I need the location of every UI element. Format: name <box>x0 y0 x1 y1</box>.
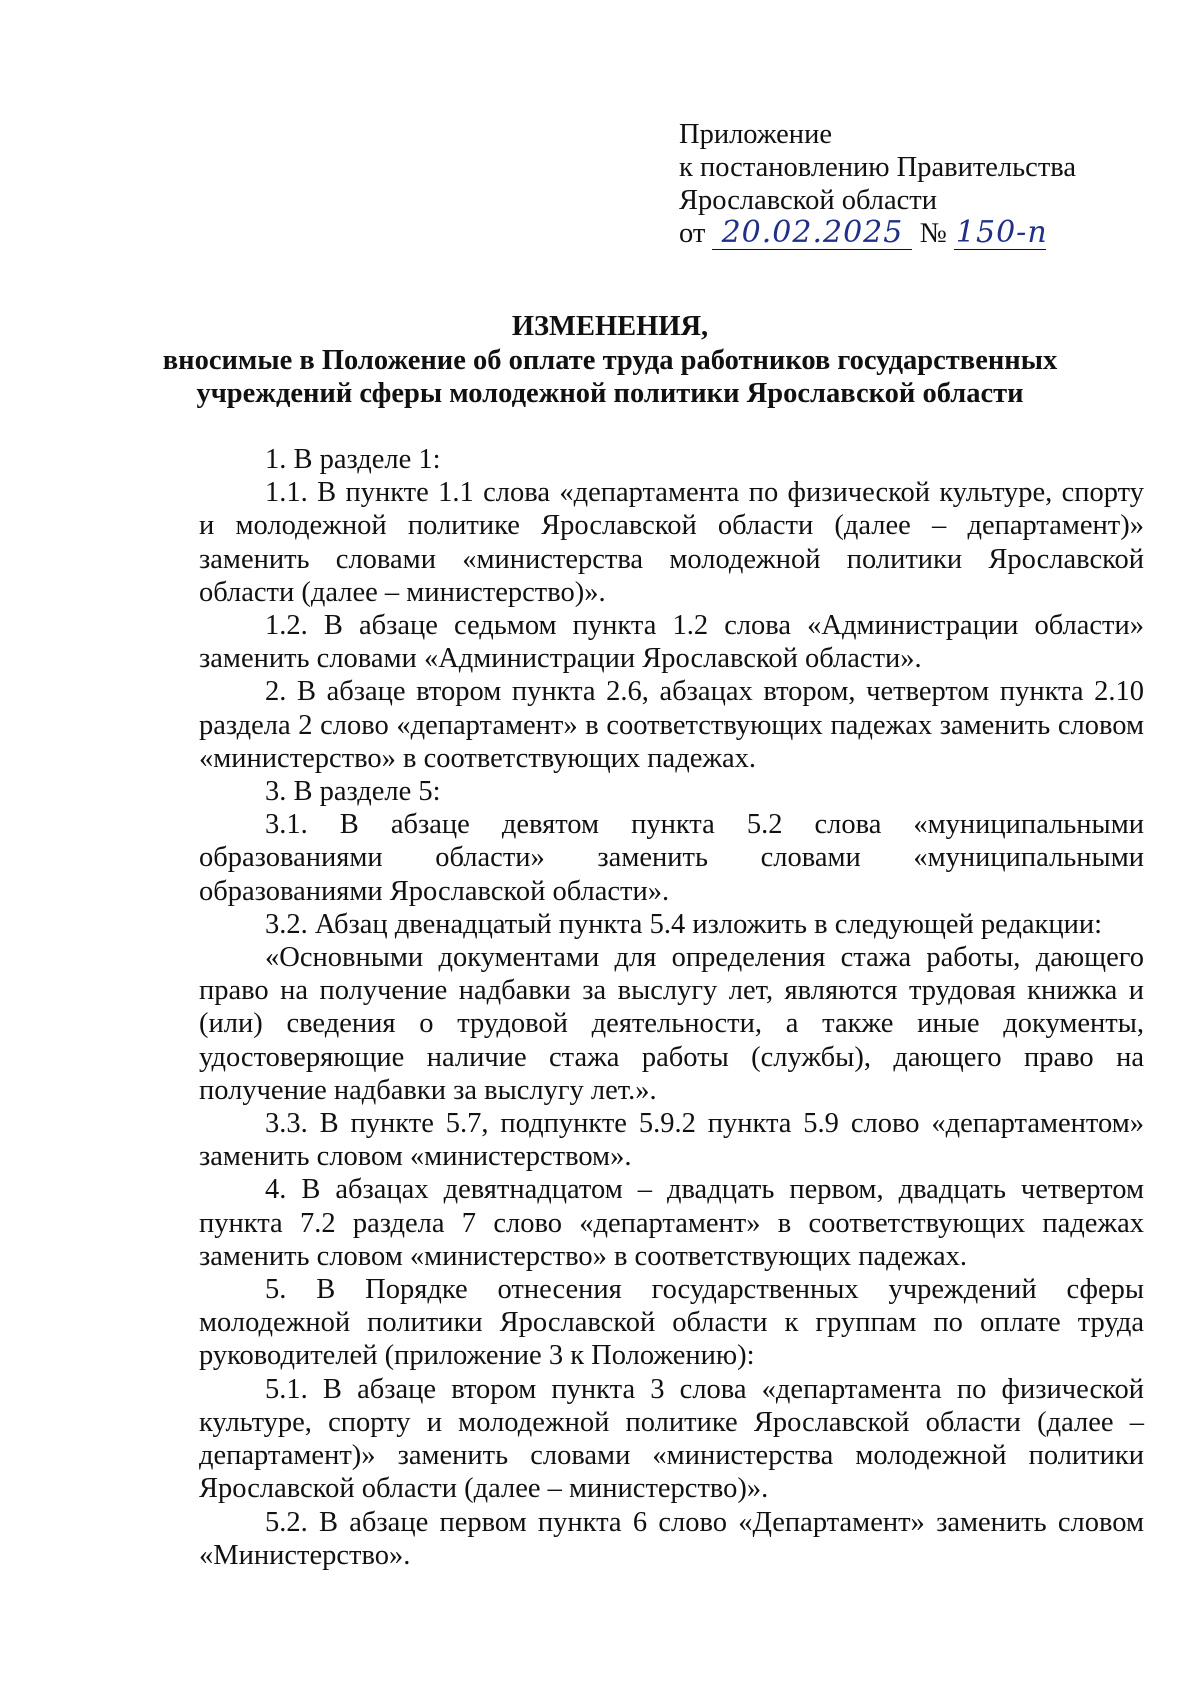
title-subheading-2: учреждений сферы молодежной политики Ярославской области <box>196 378 1024 409</box>
appendix-region-line: Ярославской области <box>679 185 937 216</box>
handwritten-number: 150-п <box>955 215 1048 250</box>
paragraph-3-2: 3.2. Абзац двенадцатый пункта 5.4 изложить в следующей редакции: <box>265 908 1103 940</box>
document-body <box>199 443 1144 1572</box>
appendix-resolution-line: к постановлению Правительства <box>679 152 1077 183</box>
appendix-label: Приложение <box>679 119 832 150</box>
paragraph-3: 3. В разделе 5: <box>265 776 441 808</box>
paragraph-5-1: 5.1. В абзаце втором пункта 3 слова «департамента по физической культуре, спорту и молодежной политике Ярославской области (далее – департамент)» заменить словами «министерства молодежной политики Ярославской области (далее – министерство)». <box>199 1373 1144 1505</box>
date-number-row <box>679 217 1149 253</box>
title-subheading-1: вносимые в Положение об оплате труда работников государственных <box>162 344 1058 376</box>
document-title <box>150 310 1070 411</box>
date-prefix: от <box>679 218 706 249</box>
paragraph-3-1: 3.1. В абзаце девятом пункта 5.2 слова «муниципальными образованиями области» заменить словами «муниципальными образованиями Ярославской области». <box>199 809 1144 907</box>
paragraph-1-2: 1.2. В абзаце седьмом пункта 1.2 слова «Администрации области» заменить словами «Администрации Ярославской области». <box>199 610 1144 675</box>
number-field <box>954 215 1048 250</box>
paragraph-4: 4. В абзацах девятнадцатом – двадцать первом, двадцать четвертом пункта 7.2 раздела 7 слово «департамент» в соответствующих падежах заменить словом «министерство» в соответствующих падежах. <box>199 1174 1144 1272</box>
number-sign: № <box>919 218 947 249</box>
paragraph-3-3: 3.3. В пункте 5.7, подпункте 5.9.2 пункта 5.9 слово «департаментом» заменить словом «министерством». <box>199 1108 1144 1173</box>
handwritten-date: 20.02.2025 <box>721 215 904 250</box>
paragraph-2: 2. В абзаце втором пункта 2.6, абзацах втором, четвертом пункта 2.10 раздела 2 слово «департамент» в соответствующих падежах заменить словом «министерство» в соответствующих падежах. <box>199 676 1144 774</box>
appendix-header <box>679 118 1149 253</box>
date-field <box>712 215 912 250</box>
paragraph-1-1: 1.1. В пункте 1.1 слова «департамента по физической культуре, спорту и молодежной политике Ярославской области (далее – департамент)» заменить словами «министерства молодежной политики Ярославской области (далее – министерство)». <box>199 477 1144 608</box>
paragraph-5-2: 5.2. В абзаце первом пункта 6 слово «Департамент» заменить словом «Министерство». <box>199 1506 1144 1571</box>
title-heading: ИЗМЕНЕНИЯ, <box>511 311 709 342</box>
paragraph-3-2-quote: «Основными документами для определения стажа работы, дающего право на получение надбавки за выслугу лет, являются трудовая книжка и (или) сведения о трудовой деятельности, а также иные документы, удостоверяющие наличие стажа работы (службы), дающего право на получение надбавки за выслугу лет.». <box>199 942 1144 1106</box>
paragraph-5: 5. В Порядке отнесения государственных учреждений сферы молодежной политики Ярославской области к группам по оплате труда руководителей (приложение 3 к Положению): <box>199 1274 1144 1372</box>
paragraph-1: 1. В разделе 1: <box>265 444 441 475</box>
